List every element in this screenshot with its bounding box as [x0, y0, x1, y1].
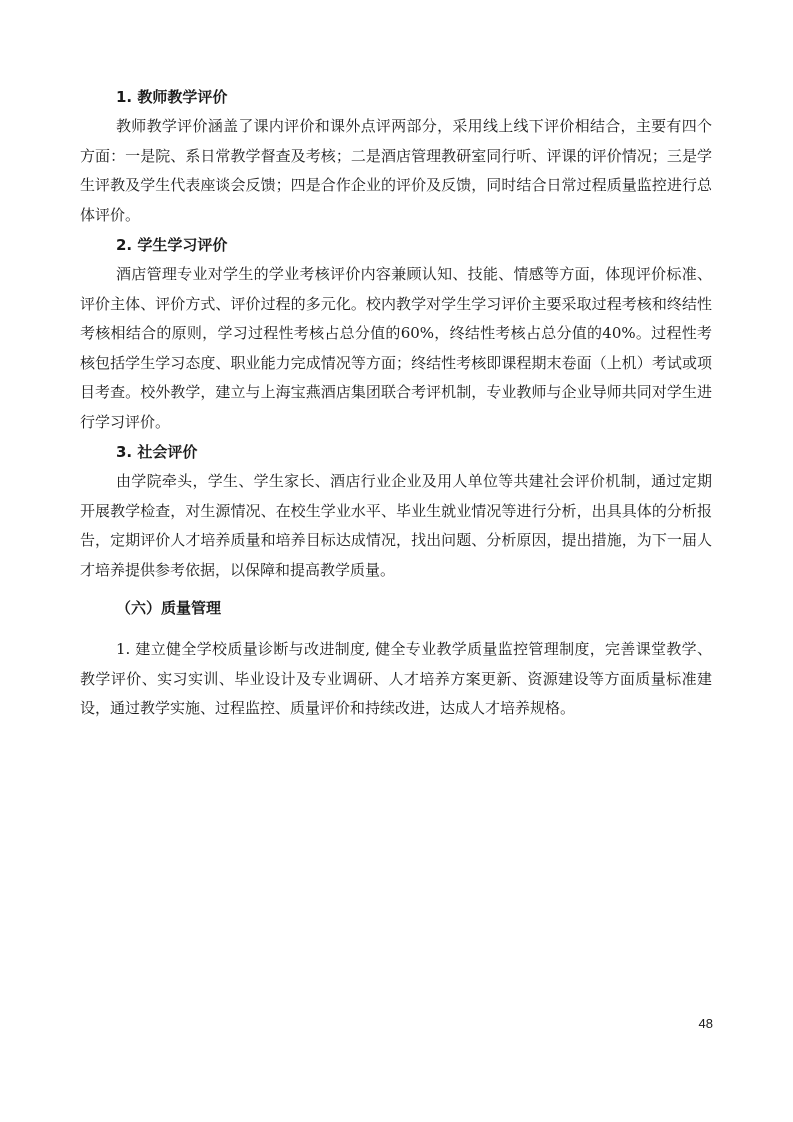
section-heading-social-evaluation: 3. 社会评价: [116, 443, 198, 461]
paragraph-teacher-evaluation: 教师教学评价涵盖了课内评价和课外点评两部分，采用线上线下评价相结合，主要有四个方面：一是院、系日常教学督查及考核；二是酒店管理教研室同行听、评课的评价情况；三是学生评教及学生代表座谈会反馈；四是合作企业的评价及反馈，同时结合日常过程质量监控进行总体评价。: [80, 117, 712, 224]
document-page: [80, 82, 712, 724]
paragraph-quality-management: 1. 建立健全学校质量诊断与改进制度, 健全专业教学质量监控管理制度，完善课堂教学、教学评价、实习实训、毕业设计及专业调研、人才培养方案更新、资源建设等方面质量标准建设，通过教学实施、过程监控、质量评价和持续改进，达成人才培养规格。: [80, 640, 712, 717]
paragraph-social-evaluation: 由学院牵头，学生、学生家长、酒店行业企业及用人单位等共建社会评价机制，通过定期开展教学检查，对生源情况、在校生学业水平、毕业生就业情况等进行分析，出具具体的分析报告，定期评价人才培养质量和培养目标达成情况，找出问题、分析原因，提出措施，为下一届人才培养提供参考依据，以保障和提高教学质量。: [80, 472, 712, 579]
section-heading-teacher-evaluation: 1. 教师教学评价: [116, 88, 228, 106]
section-heading-student-evaluation: 2. 学生学习评价: [116, 236, 228, 254]
section-heading-quality-management: （六）质量管理: [116, 599, 222, 617]
page-number: 48: [698, 1016, 713, 1031]
paragraph-student-evaluation: 酒店管理专业对学生的学业考核评价内容兼顾认知、技能、情感等方面，体现评价标准、评价主体、评价方式、评价过程的多元化。校内教学对学生学习评价主要采取过程考核和终结性考核相结合的原则，学习过程性考核占总分值的60%，终结性考核占总分值的40%。过程性考核包括学生学习态度、职业能力完成情况等方面；终结性考核即课程期末卷面（上机）考试或项目考查。校外教学，建立与上海宝燕酒店集团联合考评机制，专业教师与企业导师共同对学生进行学习评价。: [80, 265, 712, 431]
